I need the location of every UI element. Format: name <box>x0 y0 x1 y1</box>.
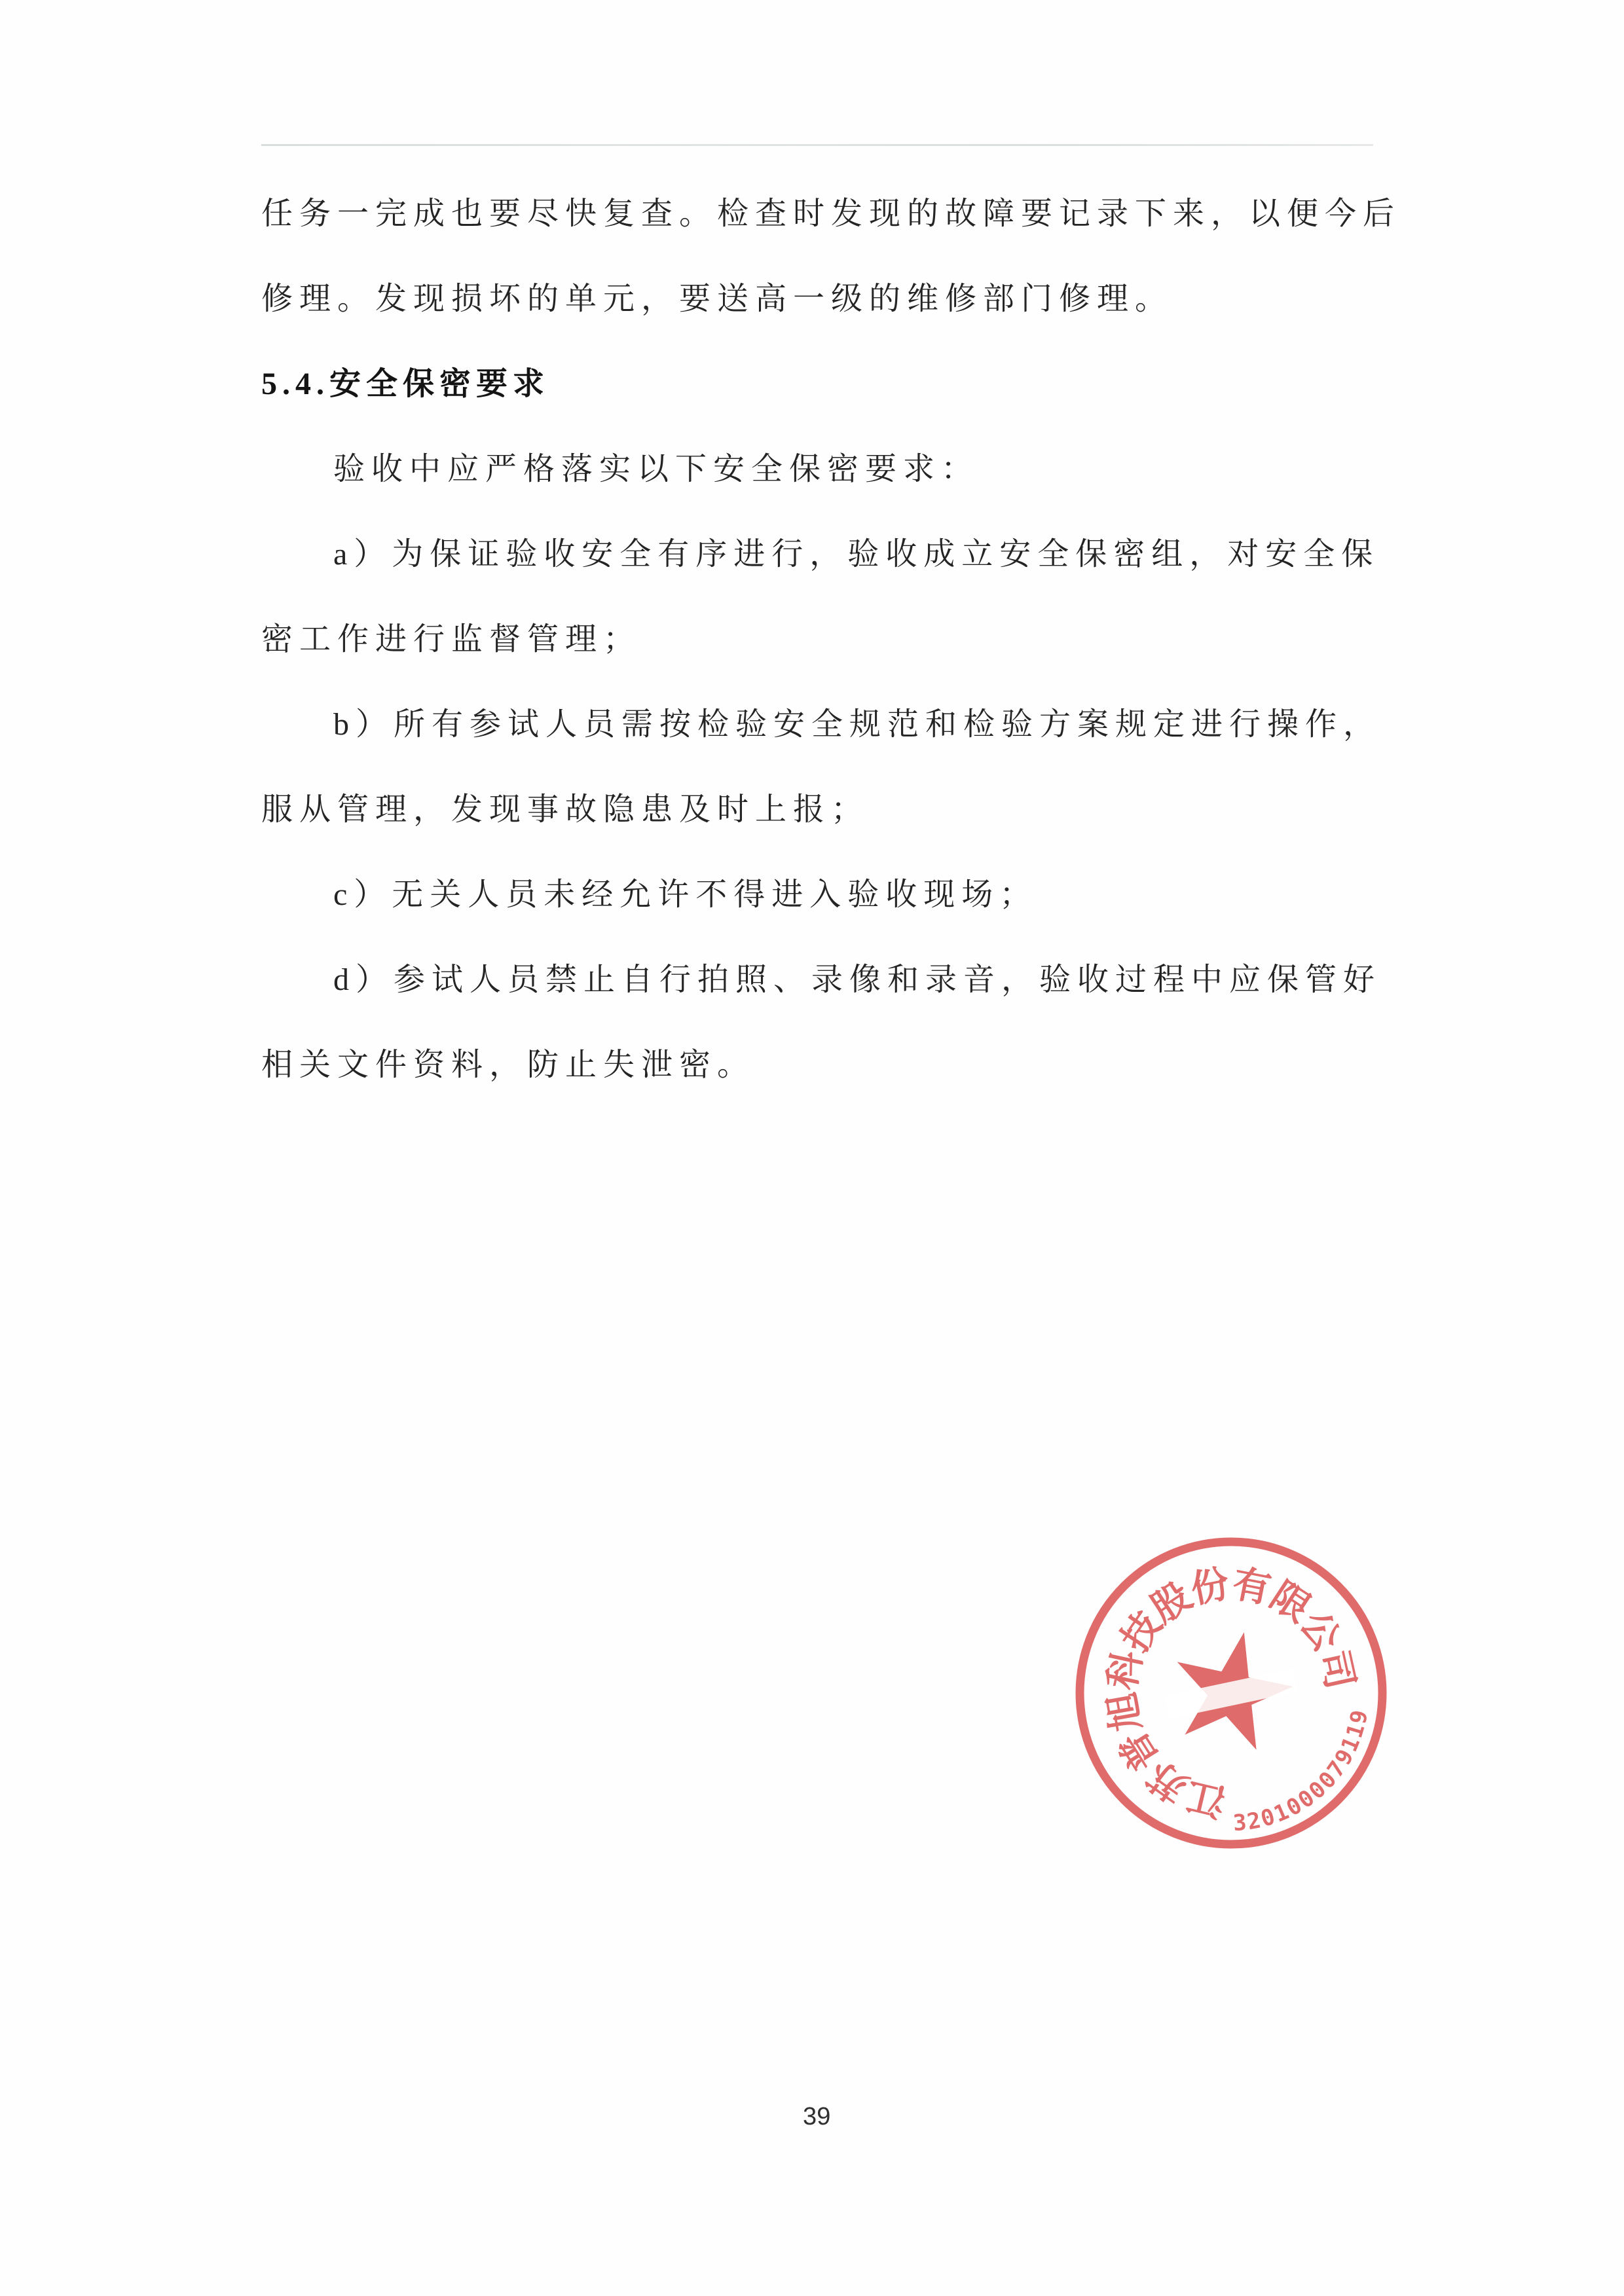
text-line: d）参试人员禁止自行拍照、录像和录音，验收过程中应保管好 <box>333 962 1382 997</box>
company-seal <box>1061 1523 1401 1863</box>
document-text <box>261 172 1453 1108</box>
text-line: 服从管理，发现事故隐患及时上报； <box>261 792 870 827</box>
page-number: 39 <box>803 2103 831 2130</box>
seal-company-text: 江苏普旭科技股份有限公司 <box>1099 1562 1362 1824</box>
text-line: b）所有参试人员需按检验安全规范和检验方案规定进行操作， <box>333 707 1382 742</box>
text-line: c）无关人员未经允许不得进入验收现场； <box>333 877 1038 912</box>
text-line: 验收中应严格落实以下安全保密要求： <box>333 452 980 486</box>
text-line: 密工作进行监督管理； <box>261 622 642 657</box>
text-line: 修理。发现损坏的单元，要送高一级的维修部门修理。 <box>261 282 1173 316</box>
seal-number-text: 3201000079119 <box>1232 1706 1374 1837</box>
text-line: 相关文件资料，防止失泄密。 <box>261 1048 756 1082</box>
text-line: a）为保证验收安全有序进行，验收成立安全保密组，对安全保 <box>333 537 1380 572</box>
text-line: 任务一完成也要尽快复查。检查时发现的故障要记录下来，以便今后 <box>261 196 1401 231</box>
scanned-header-rule <box>261 144 1373 146</box>
section-heading: 5.4.安全保密要求 <box>261 367 550 401</box>
